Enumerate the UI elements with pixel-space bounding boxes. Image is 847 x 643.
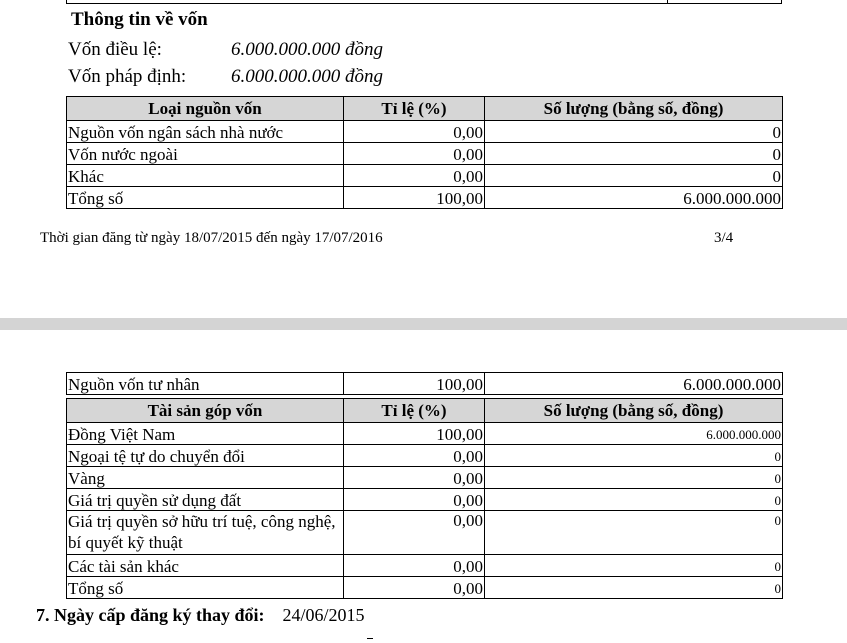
page-separator bbox=[0, 318, 847, 330]
charter-capital-label: Vốn điều lệ: bbox=[68, 39, 162, 60]
source-amount: 6.000.000.000 bbox=[485, 373, 783, 395]
source-ratio: 100,00 bbox=[344, 187, 485, 209]
capital-info-title: Thông tin về vốn bbox=[71, 9, 208, 30]
capital-source-continued-table bbox=[66, 372, 783, 395]
asset-name: Tổng số bbox=[67, 577, 344, 599]
capital-source-table bbox=[66, 96, 783, 209]
table-row bbox=[67, 121, 783, 143]
registration-period: Thời gian đăng từ ngày 18/07/2015 đến ngày 17/07/2016 bbox=[40, 230, 383, 246]
source-ratio: 0,00 bbox=[344, 165, 485, 187]
source-name: Nguồn vốn tư nhân bbox=[67, 373, 344, 395]
header-amount: Số lượng (bằng số, đồng) bbox=[485, 97, 783, 121]
asset-amount: 0 bbox=[485, 577, 783, 599]
asset-amount: 0 bbox=[485, 511, 783, 555]
page-number: 3/4 bbox=[714, 230, 734, 246]
source-amount: 0 bbox=[485, 165, 783, 187]
source-name: Khác bbox=[67, 165, 344, 187]
asset-ratio: 0,00 bbox=[344, 489, 485, 511]
capital-asset-table bbox=[66, 398, 783, 599]
asset-amount: 0 bbox=[485, 555, 783, 577]
header-source-type: Loại nguồn vốn bbox=[67, 97, 344, 121]
asset-amount: 6.000.000.000 bbox=[485, 423, 783, 445]
asset-name: Đồng Việt Nam bbox=[67, 423, 344, 445]
header-amount: Số lượng (bằng số, đồng) bbox=[485, 399, 783, 423]
document-page-4 bbox=[0, 330, 847, 643]
table-row bbox=[67, 511, 783, 555]
table-row bbox=[67, 373, 783, 395]
source-ratio: 100,00 bbox=[344, 373, 485, 395]
document-page-3 bbox=[0, 0, 847, 318]
source-name: Tổng số bbox=[67, 187, 344, 209]
asset-amount: 0 bbox=[485, 467, 783, 489]
header-asset-type: Tài sản góp vốn bbox=[67, 399, 344, 423]
source-amount: 0 bbox=[485, 143, 783, 165]
header-ratio: Tỉ lệ (%) bbox=[344, 97, 485, 121]
asset-ratio: 100,00 bbox=[344, 423, 485, 445]
table-row bbox=[67, 467, 783, 489]
table-row bbox=[67, 165, 783, 187]
asset-ratio: 0,00 bbox=[344, 467, 485, 489]
source-ratio: 0,00 bbox=[344, 143, 485, 165]
source-name: Nguồn vốn ngân sách nhà nước bbox=[67, 121, 344, 143]
legal-capital-value: 6.000.000.000 đồng bbox=[231, 66, 383, 87]
header-ratio: Tỉ lệ (%) bbox=[344, 399, 485, 423]
source-ratio: 0,00 bbox=[344, 121, 485, 143]
table-row bbox=[67, 423, 783, 445]
table-row-total bbox=[67, 187, 783, 209]
table-row bbox=[67, 555, 783, 577]
asset-ratio: 0,00 bbox=[344, 577, 485, 599]
asset-amount: 0 bbox=[485, 445, 783, 467]
previous-table-edge bbox=[66, 0, 782, 4]
table-header-row bbox=[67, 399, 783, 423]
table-row bbox=[67, 445, 783, 467]
table-row bbox=[67, 489, 783, 511]
asset-ratio: 0,00 bbox=[344, 555, 485, 577]
charter-capital-value: 6.000.000.000 đồng bbox=[231, 39, 383, 60]
asset-name: Vàng bbox=[67, 467, 344, 489]
source-amount: 0 bbox=[485, 121, 783, 143]
legal-capital-label: Vốn pháp định: bbox=[68, 66, 187, 87]
source-name: Vốn nước ngoài bbox=[67, 143, 344, 165]
change-date-label: 7. Ngày cấp đăng ký thay đổi: bbox=[36, 605, 265, 625]
asset-amount: 0 bbox=[485, 489, 783, 511]
text-fragment-mark bbox=[367, 638, 373, 643]
change-date-value: 24/06/2015 bbox=[282, 605, 365, 625]
table-edge-tick bbox=[667, 0, 668, 4]
asset-ratio: 0,00 bbox=[344, 445, 485, 467]
asset-name: Các tài sản khác bbox=[67, 555, 344, 577]
asset-name: Giá trị quyền sử dụng đất bbox=[67, 489, 344, 511]
table-header-row bbox=[67, 97, 783, 121]
source-amount: 6.000.000.000 bbox=[485, 187, 783, 209]
table-row bbox=[67, 143, 783, 165]
change-registration-date bbox=[36, 605, 365, 626]
asset-ratio: 0,00 bbox=[344, 511, 485, 555]
asset-name: Giá trị quyền sở hữu trí tuệ, công nghệ, bí quyết kỹ thuật bbox=[67, 511, 344, 555]
table-row-total bbox=[67, 577, 783, 599]
asset-name: Ngoại tệ tự do chuyển đổi bbox=[67, 445, 344, 467]
